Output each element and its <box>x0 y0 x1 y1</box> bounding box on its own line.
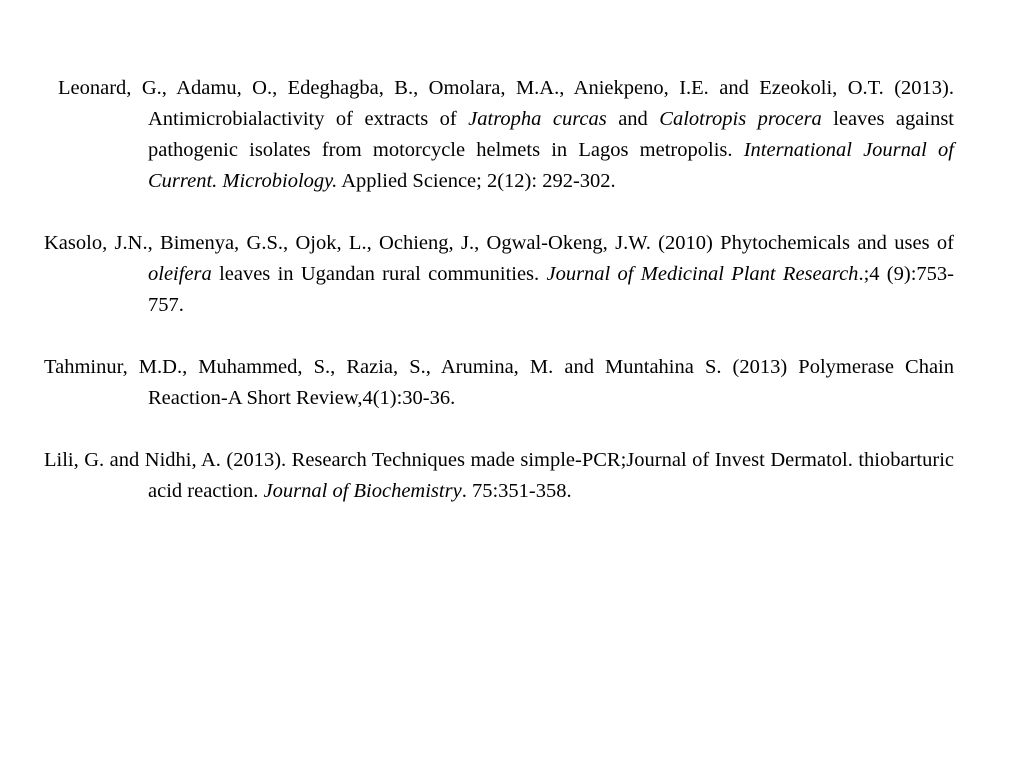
reference-text: . 75:351-358. <box>461 480 572 502</box>
reference-text: Leonard, G., Adamu, O., Edeghagba, B., Omolara, M.A., Aniekpeno, I.E. and Ezeokoli, O.T. (2013). Antimicrobialactivity of extracts of <box>58 77 954 130</box>
reference-text: .;4 (9):753-757. <box>148 263 954 316</box>
reference-text: leaves in Ugandan rural communities. <box>211 263 547 285</box>
reference-list <box>44 73 954 538</box>
reference-item <box>44 352 954 414</box>
reference-italic-text: International Journal of Current. Microbiology. <box>148 139 955 192</box>
reference-text: Lili, G. and Nidhi, A. (2013). Research Techniques made simple-PCR;Journal of Invest Dermatol. thiobarturic acid reaction. <box>44 449 954 502</box>
reference-text: and <box>606 108 660 130</box>
reference-text: Kasolo, J.N., Bimenya, G.S., Ojok, L., Ochieng, J., Ogwal-Okeng, J.W. (2010) Phytochemicals and uses of <box>44 232 954 254</box>
reference-item <box>44 445 954 507</box>
reference-text: leaves against pathogenic isolates from motorcycle helmets in Lagos metropolis. <box>148 108 954 161</box>
reference-text: Applied Science; 2(12): 292-302. <box>337 170 616 192</box>
reference-italic-text: Journal of Medicinal Plant Research <box>546 263 859 285</box>
reference-italic-text: Jatropha curcas <box>468 108 607 130</box>
reference-text: Tahminur, M.D., Muhammed, S., Razia, S., Arumina, M. and Muntahina S. (2013) Polymerase Chain Reaction-A Short Review,4(1):30-36. <box>44 356 954 409</box>
reference-item <box>44 228 954 321</box>
reference-item <box>58 73 954 197</box>
reference-italic-text: Calotropis procera <box>659 108 822 130</box>
reference-italic-text: Journal of Biochemistry <box>263 480 462 502</box>
reference-italic-text: oleifera <box>148 263 212 285</box>
